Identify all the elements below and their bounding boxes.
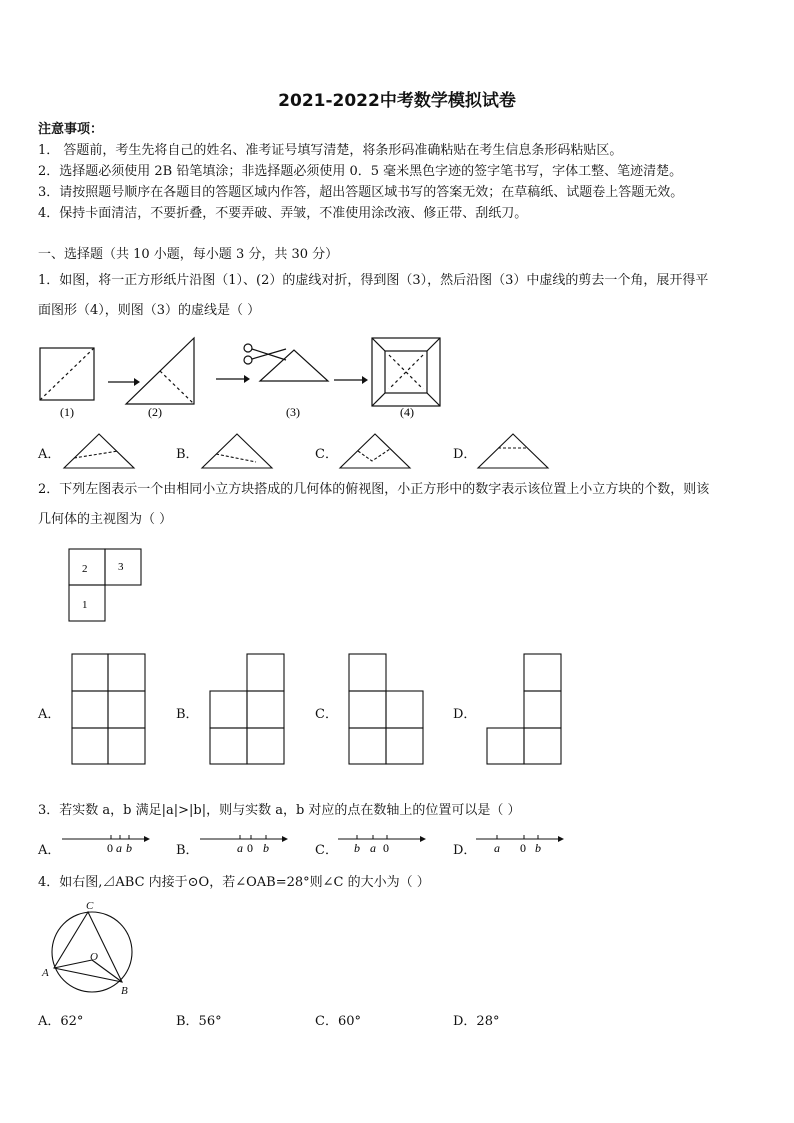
axis-label: 0 <box>107 841 113 855</box>
q1-stem-line2: 面图形（4），则图（3）的虚线是（ ） <box>38 303 261 318</box>
q1-option-figures <box>60 432 560 472</box>
axis-label: a <box>116 841 122 855</box>
note-item: 2．选择题必须使用 2B 铅笔填涂；非选择题必须使用 0．5 毫米黑色字迹的签字笔书写，字体工整、笔迹清楚。 <box>38 164 683 179</box>
axis-label: 0 <box>520 841 526 855</box>
axis-label: a <box>370 841 376 855</box>
q3-number-lines <box>60 830 560 858</box>
q4-stem: 4．如右图,⊿ABC 内接于⊙O，若∠OAB=28°则∠C 的大小为（ ） <box>38 875 430 890</box>
q4-option-a[interactable]: A．62° <box>38 1014 84 1029</box>
q3-stem: 3．若实数 a，b 满足|a|>|b|，则与实数 a，b 对应的点在数轴上的位置可以是（ ） <box>38 803 521 818</box>
q2-option-c[interactable]: C． <box>315 707 338 722</box>
grid-number: 1 <box>82 599 88 611</box>
axis-label: b <box>535 841 541 855</box>
q4-option-c[interactable]: C．60° <box>315 1014 361 1029</box>
q3-option-d[interactable]: D． <box>453 843 477 858</box>
grid-number: 2 <box>82 563 88 575</box>
fig-label-3: (3) <box>286 405 300 419</box>
axis-label: a <box>237 841 243 855</box>
notes-heading: 注意事项： <box>38 122 104 137</box>
fig-label-2: (2) <box>148 405 162 419</box>
q2-top-view-grid <box>68 548 144 624</box>
q3-option-c[interactable]: C． <box>315 843 338 858</box>
point-label: O <box>90 951 98 963</box>
q4-option-d[interactable]: D．28° <box>453 1014 500 1029</box>
q1-option-b[interactable]: B． <box>176 447 199 462</box>
axis-label: b <box>126 841 132 855</box>
point-label: A <box>42 967 49 979</box>
fig-label-1: (1) <box>60 405 74 419</box>
fig-label-4: (4) <box>400 405 414 419</box>
q2-stem-line1: 2．下列左图表示一个由相同小立方块搭成的几何体的俯视图，小正方形中的数字表示该位置上小立方块的个数，则该 <box>38 482 710 497</box>
q1-folding-figure <box>36 334 446 426</box>
scissors-icon <box>244 344 286 364</box>
q1-stem-line1: 1．如图，将一正方形纸片沿图（1）、(2）的虚线对折，得到图（3），然后沿图（3）中虚线的剪去一个角，展开得平 <box>38 273 709 288</box>
q3-option-a[interactable]: A． <box>38 843 61 858</box>
note-item: 3．请按照题号顺序在各题目的答题区域内作答，超出答题区域书写的答案无效；在草稿纸、试题卷上答题无效。 <box>38 185 684 200</box>
grid-number: 3 <box>118 561 124 573</box>
section-heading: 一、选择题（共 10 小题，每小题 3 分，共 30 分） <box>38 247 339 262</box>
page-title: 2021-2022中考数学模拟试卷 <box>278 91 516 111</box>
q2-option-a[interactable]: A． <box>38 707 61 722</box>
q2-option-views <box>70 652 565 767</box>
q1-option-c[interactable]: C． <box>315 447 338 462</box>
point-label: B <box>121 985 128 997</box>
q4-circle-figure <box>38 898 138 1000</box>
axis-label: 0 <box>247 841 253 855</box>
axis-label: b <box>354 841 360 855</box>
q2-option-b[interactable]: B． <box>176 707 199 722</box>
point-label: C <box>86 900 94 912</box>
q1-option-a[interactable]: A． <box>38 447 61 462</box>
axis-label: 0 <box>383 841 389 855</box>
q2-stem-line2: 几何体的主视图为（ ） <box>38 512 173 527</box>
note-item: 1． 答题前，考生先将自己的姓名、准考证号填写清楚，将条形码准确粘贴在考生信息条形码粘贴区。 <box>38 143 623 158</box>
q4-option-b[interactable]: B．56° <box>176 1014 222 1029</box>
axis-label: b <box>263 841 269 855</box>
q2-option-d[interactable]: D． <box>453 707 477 722</box>
q3-option-b[interactable]: B． <box>176 843 199 858</box>
q1-option-d[interactable]: D． <box>453 447 477 462</box>
axis-label: a <box>494 841 500 855</box>
note-item: 4．保持卡面清洁，不要折叠，不要弄破、弄皱，不准使用涂改液、修正带、刮纸刀。 <box>38 206 528 221</box>
